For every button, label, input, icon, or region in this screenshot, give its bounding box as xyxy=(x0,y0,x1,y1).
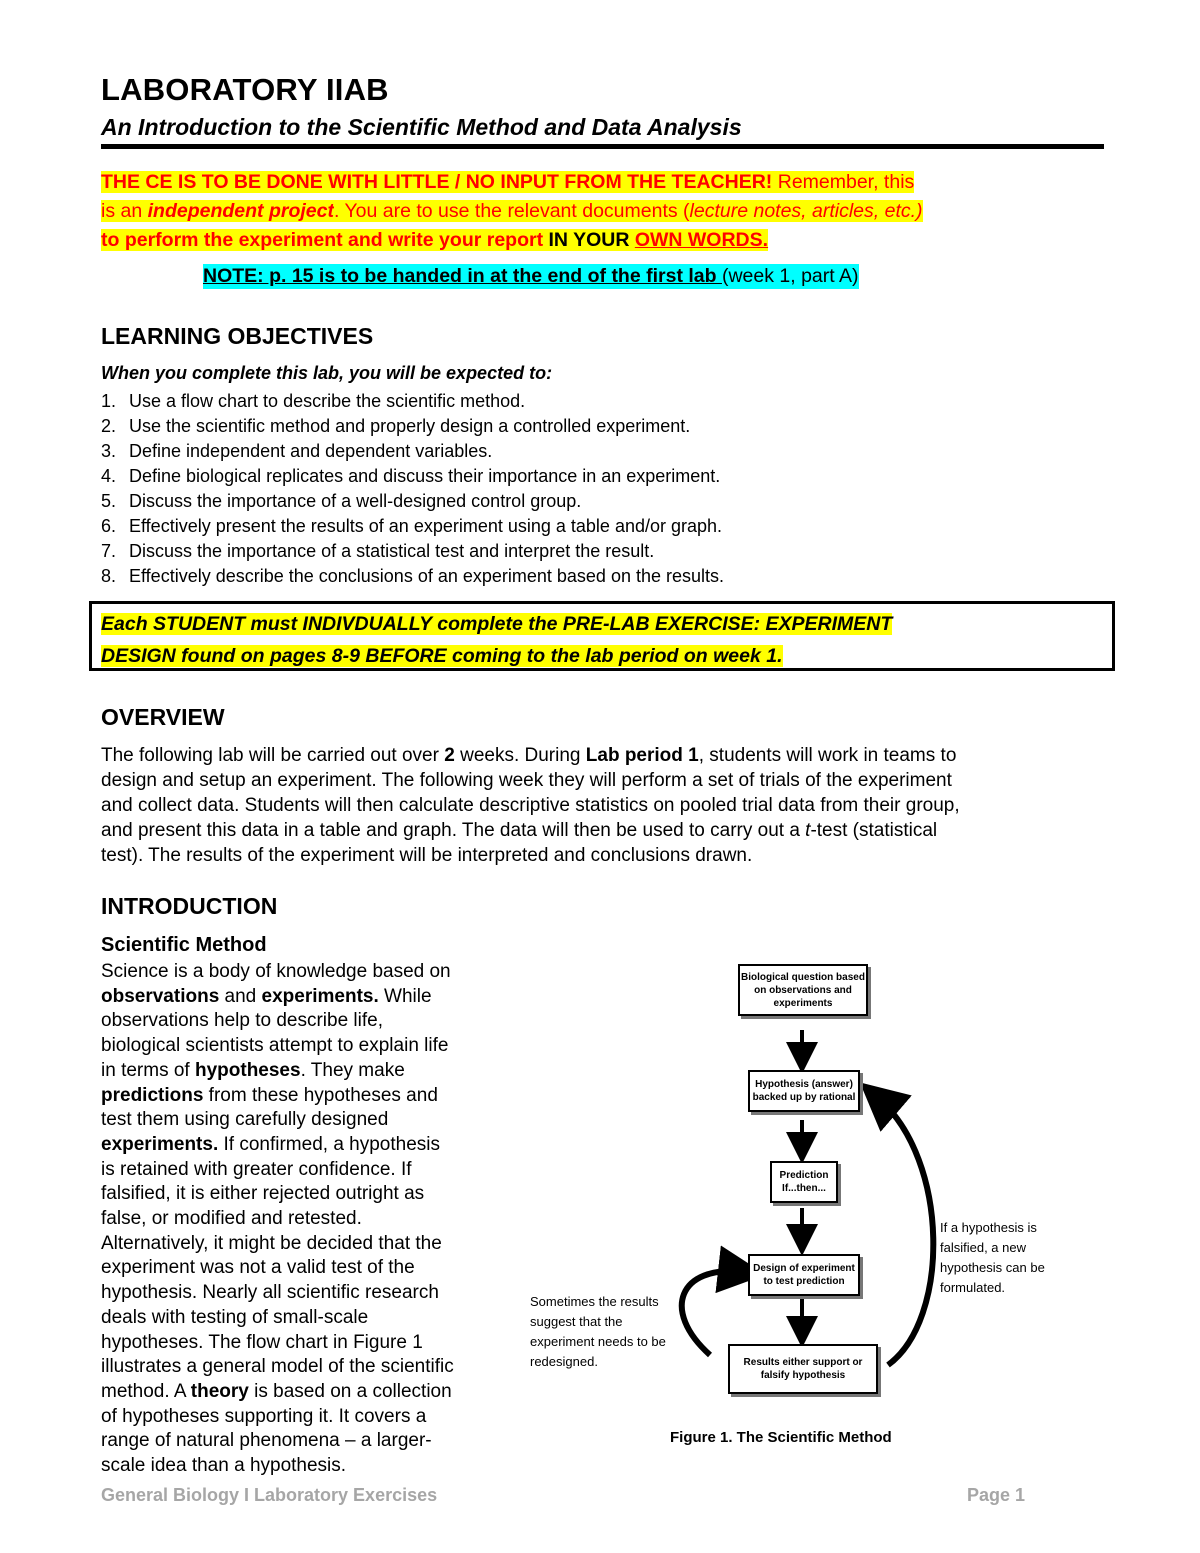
notice-text: Remember, this xyxy=(772,171,915,193)
list-item: 4. Define biological replicates and discuss their importance in an experiment. xyxy=(101,466,721,486)
flow-box-prediction: Prediction If...then... xyxy=(770,1161,838,1203)
list-item: 1. Use a flow chart to describe the scientific method. xyxy=(101,391,526,411)
redesign-arrow-icon xyxy=(682,1271,742,1355)
learning-objectives-heading: LEARNING OBJECTIVES xyxy=(101,323,374,349)
prelab-line: DESIGN found on pages 8-9 xyxy=(101,645,366,667)
scientific-method-paragraph: Science is a body of knowledge based on observations and experiments. While observations help to describe life, biological scientists attempt to explain life in terms of hypotheses. They make predictions from these hypotheses and test them using carefully designed experiments. If confirmed, a hypothesis is retained with greater confidence. If falsified, it is either rejected outright as false, or modified and retested. Alternatively, it might be decided that the experiment was not a valid test of the hypothesis. Nearly all scientific research deals with testing of small-scale hypotheses. The flow chart in Figure 1 illustrates a general model of the scientific method. A theory is based on a collection of hypotheses supporting it. It covers a range of natural phenomena – a larger- scale idea than a hypothesis. xyxy=(101,961,454,1477)
list-item: 8. Effectively describe the conclusions of an experiment based on the results. xyxy=(101,566,725,586)
flow-box-hypothesis: Hypothesis (answer) backed up by rational xyxy=(748,1070,860,1112)
flow-box-design: Design of experiment to test prediction xyxy=(748,1254,860,1296)
list-item: 5. Discuss the importance of a well-designed control group. xyxy=(101,491,582,511)
prelab-line: Each STUDENT must INDIVDUALLY complete the PRE-LAB EXERCISE: EXPERIMENT xyxy=(101,613,893,635)
note-label: NOTE: p. 15 is to be handed in at the end of the first lab xyxy=(203,265,722,287)
notice-text: IN YOUR xyxy=(548,229,635,251)
scientific-method-flowchart xyxy=(520,950,1100,1420)
figure-caption: Figure 1. The Scientific Method xyxy=(670,1429,892,1446)
loop-arrow-icon xyxy=(878,1098,933,1365)
learning-objectives-list xyxy=(101,389,724,589)
list-item: 6. Effectively present the results of an experiment using a table and/or graph. xyxy=(101,516,723,536)
prelab-box xyxy=(89,601,1115,671)
prelab-emphasis: BEFORE xyxy=(365,645,447,667)
list-item: 3. Define independent and dependent variables. xyxy=(101,441,493,461)
flowchart-left-note: Sometimes the results suggest that the experiment needs to be redesigned. xyxy=(530,1294,666,1369)
handin-note xyxy=(203,264,859,289)
introduction-heading: INTRODUCTION xyxy=(101,893,278,919)
footer-title: General Biology I Laboratory Exercises xyxy=(101,1485,438,1505)
overview-heading: OVERVIEW xyxy=(101,704,225,730)
notice-warning: THE CE IS TO BE DONE WITH LITTLE / NO INPUT FROM THE TEACHER! xyxy=(101,171,773,193)
notice-emphasis: independent project xyxy=(147,200,334,222)
flowchart-right-note: If a hypothesis is falsified, a new hypothesis can be formulated. xyxy=(940,1220,1045,1295)
overview-paragraph: The following lab will be carried out over 2 weeks. During Lab period 1, students will work in teams to design and setup an experiment. The following week they will perform a set of trials of the experiment and collect data. Students will then calculate descriptive statistics on pooled trial data from their group, and present this data in a table and graph. The data will then be used to carry out a t-test (statistical test). The results of the experiment will be interpreted and conclusions drawn. xyxy=(101,745,960,866)
header-rule xyxy=(101,144,1104,149)
notice-text: is an xyxy=(101,200,148,222)
flow-box-question: Biological question based on observations and experiments xyxy=(738,964,868,1016)
page-subtitle: An Introduction to the Scientific Method and Data Analysis xyxy=(101,114,742,140)
flow-box-results: Results either support or falsify hypothesis xyxy=(728,1344,878,1394)
page-title: LABORATORY IIAB xyxy=(101,72,389,107)
list-item: 7. Discuss the importance of a statistical test and interpret the result. xyxy=(101,541,655,561)
notice-emphasis: OWN WORDS. xyxy=(634,229,769,251)
notice-emphasis: lecture notes, articles, etc.) xyxy=(689,200,923,222)
prelab-line: coming to the lab period on week 1. xyxy=(446,645,783,667)
teacher-notice xyxy=(101,168,1101,255)
note-detail: (week 1, part A) xyxy=(721,265,859,287)
list-item: 2. Use the scientific method and properly design a controlled experiment. xyxy=(101,416,691,436)
page-number: Page 1 xyxy=(967,1485,1026,1505)
notice-text: . You are to use the relevant documents ( xyxy=(333,200,690,222)
learning-objectives-intro: When you complete this lab, you will be expected to: xyxy=(101,363,553,383)
scientific-method-heading: Scientific Method xyxy=(101,934,267,956)
notice-text: to perform the experiment and write your report xyxy=(101,229,549,251)
